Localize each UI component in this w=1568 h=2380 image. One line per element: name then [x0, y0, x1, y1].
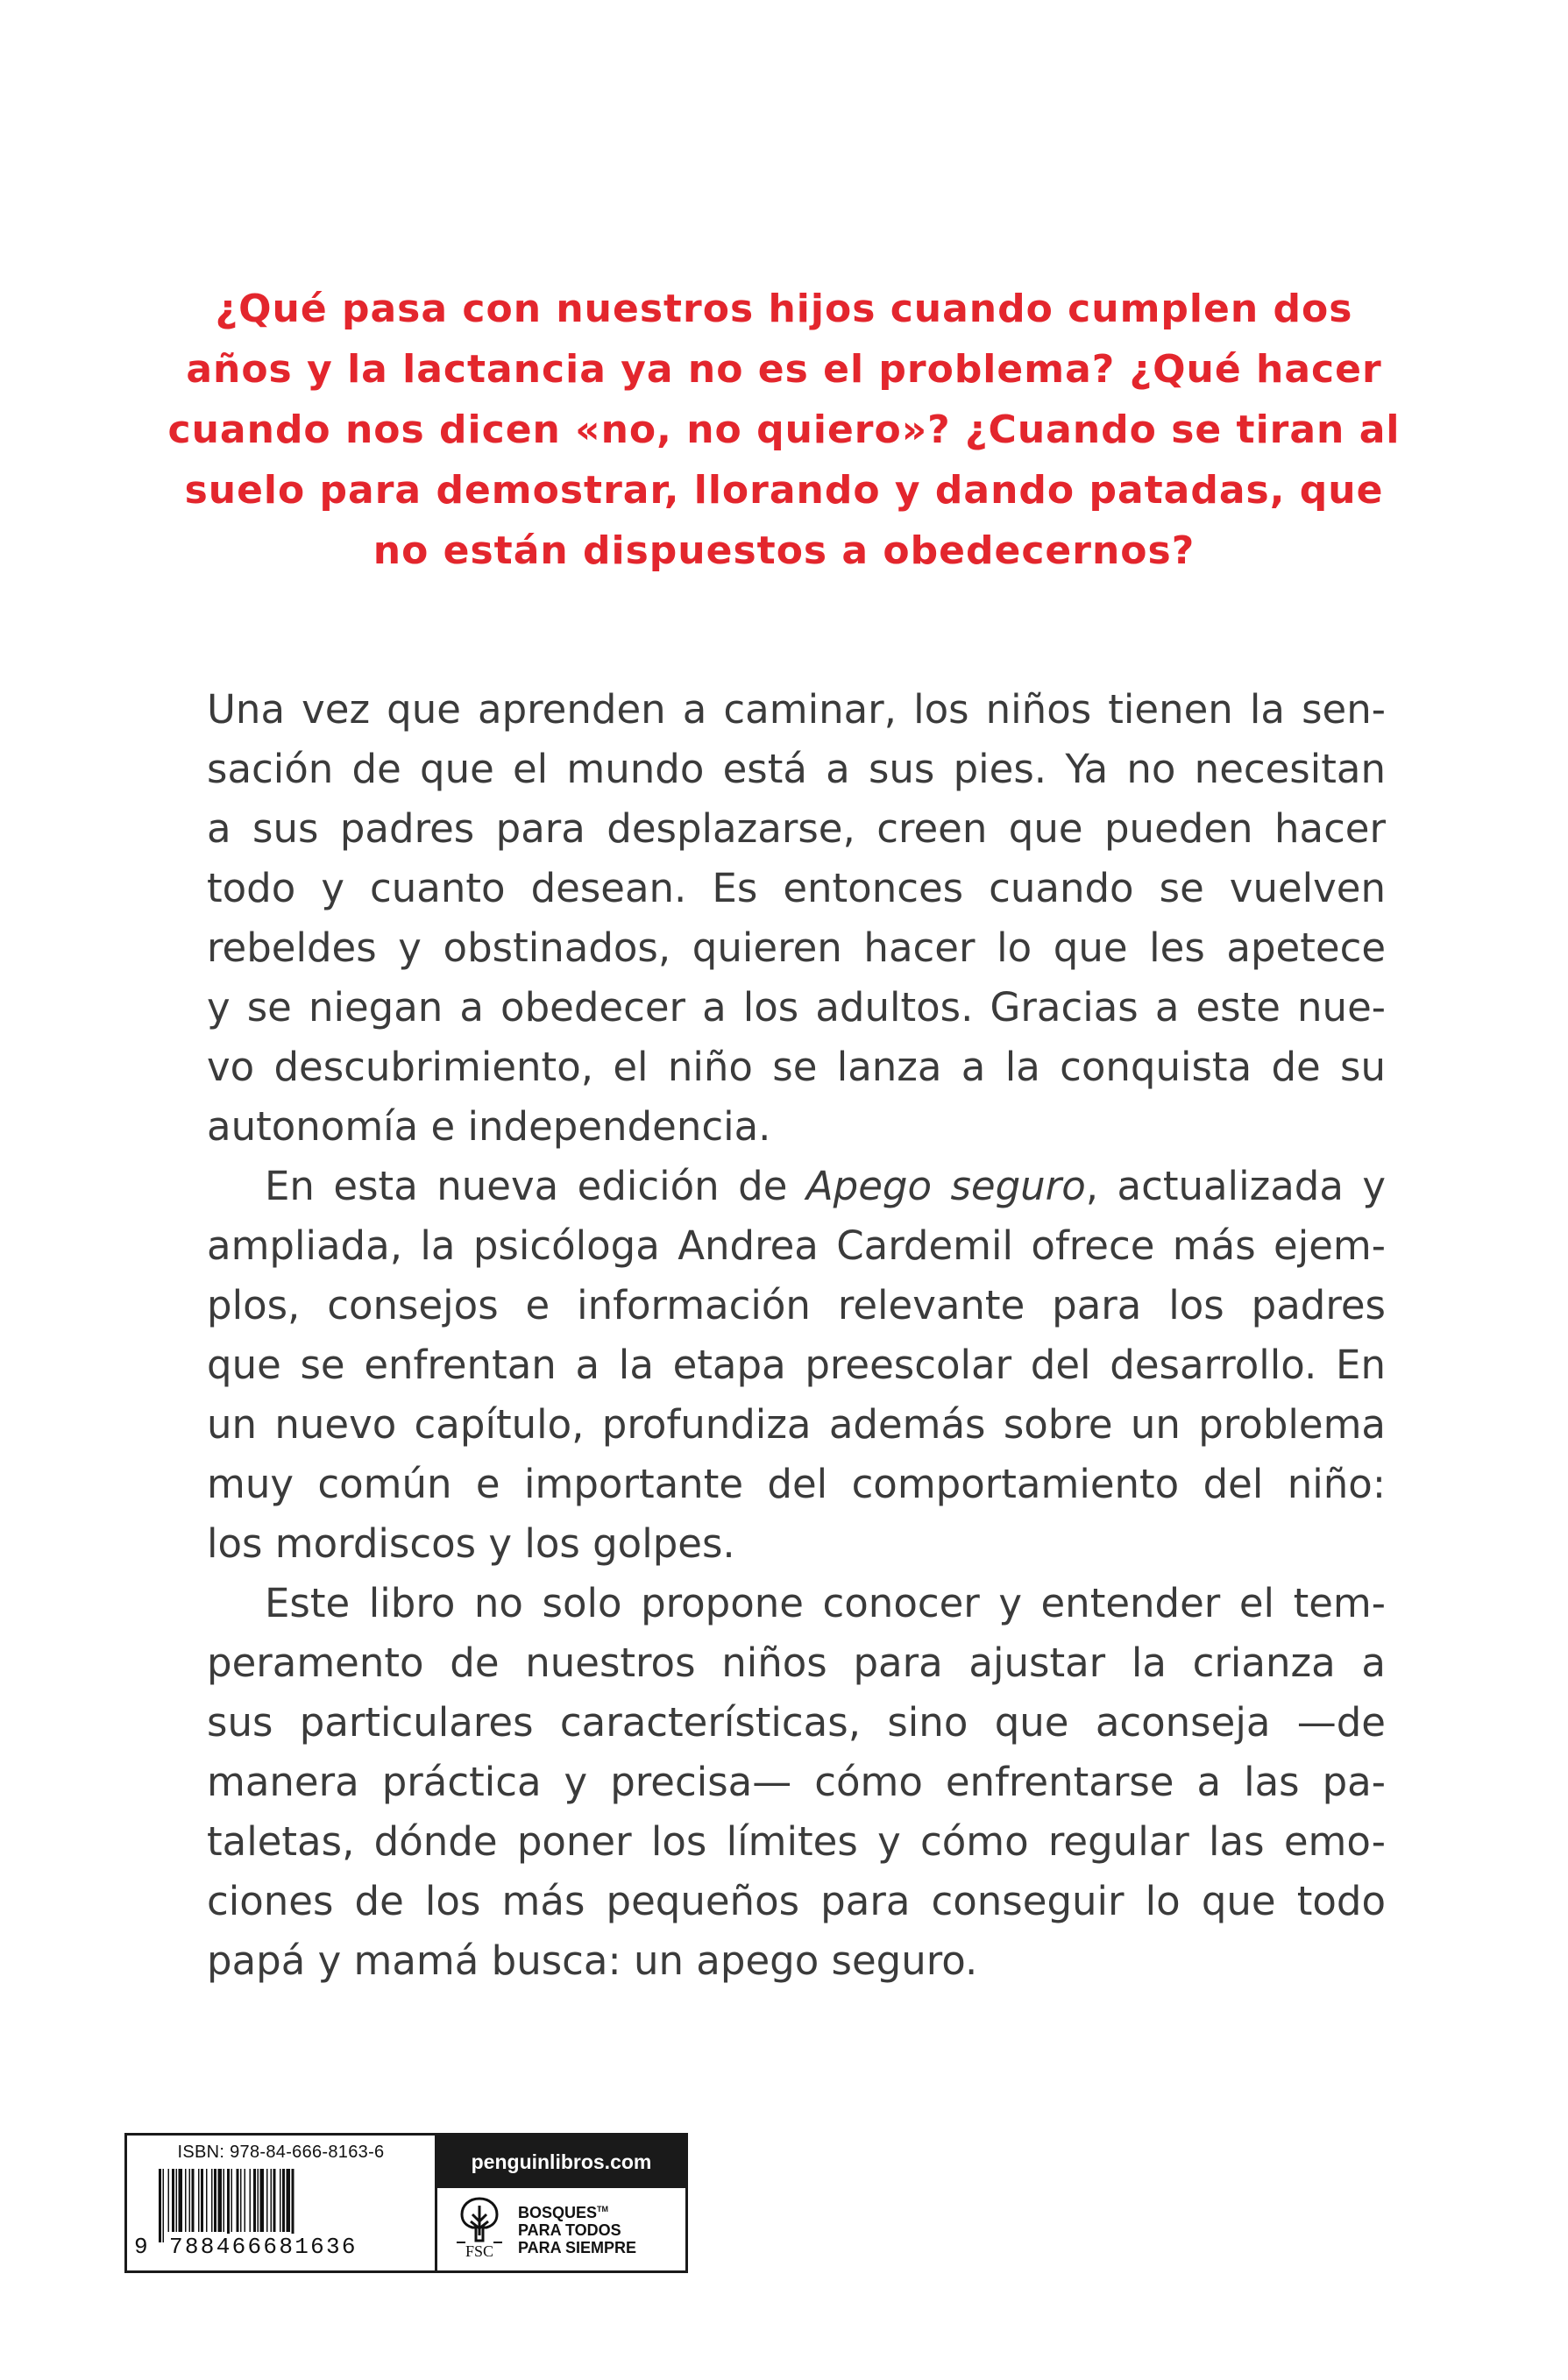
barcode-bar	[189, 2169, 191, 2232]
barcode-first-digit: 9	[134, 2234, 148, 2260]
text-segment: En esta nueva edición de	[265, 1163, 806, 1209]
blurb-line: ¿Qué pasa con nuestros hijos cuando cumplen dos	[215, 287, 1353, 331]
text-line: un nuevo capítulo, profundiza además sobre un problema	[207, 1401, 1386, 1448]
text-segment: , actualizada y	[1085, 1163, 1387, 1209]
barcode-panel	[124, 2133, 688, 2273]
text-line: sus particulares características, sino que aconseja —de	[207, 1699, 1386, 1746]
text-line: muy común e importante del comportamiento del niño:	[207, 1461, 1386, 1507]
paragraph-1	[207, 680, 1386, 1157]
barcode-bar	[206, 2169, 208, 2232]
barcode-bar	[282, 2169, 285, 2232]
isbn-label: ISBN: 978-84-666-8163-6	[177, 2143, 385, 2162]
barcode-bar	[201, 2169, 203, 2232]
barcode-bar	[280, 2169, 281, 2232]
text-line: taletas, dónde poner los límites y cómo regular las emo-	[207, 1818, 1386, 1865]
text-line: vo descubrimiento, el niño se lanza a la conquista de su	[207, 1044, 1386, 1090]
text-line: manera práctica y precisa— cómo enfrentarse a las pa-	[207, 1759, 1386, 1805]
text-line: plos, consejos e información relevante para los padres	[207, 1282, 1386, 1328]
text-line: Este libro no solo propone conocer y entender el tem-	[265, 1580, 1386, 1626]
text-line: todo y cuanto desean. Es entonces cuando se vuelven	[207, 865, 1386, 911]
blurb-line: no están dispuestos a obedecernos?	[372, 528, 1196, 573]
text-line	[207, 1157, 1386, 1216]
text-line: sación de que el mundo está a sus pies. Ya no necesitan	[207, 746, 1386, 792]
barcode-bar	[237, 2169, 239, 2232]
book-title: Apego seguro	[805, 1163, 1086, 1209]
blurb-line: suelo para demostrar, llorando y dando patadas, que	[184, 468, 1384, 513]
barcode-bar	[253, 2169, 256, 2232]
fsc-tree-icon	[455, 2195, 504, 2244]
barcode-bar	[227, 2169, 230, 2242]
blurb-line: años y la lactancia ya no es el problema? ¿Qué hacer	[186, 347, 1382, 392]
barcode-bar	[168, 2169, 170, 2232]
barcode-bar	[266, 2169, 268, 2232]
publisher-panel	[437, 2136, 685, 2270]
fsc-line-text: BOSQUES	[518, 2204, 598, 2221]
text-line: ciones de los más pequeños para conseguir lo que todo	[207, 1878, 1386, 1924]
trademark-mark: TM	[597, 2205, 609, 2214]
barcode-digits: 788466681636	[169, 2234, 415, 2260]
fsc-certification	[437, 2188, 685, 2270]
fsc-label: FSC	[465, 2242, 494, 2260]
synopsis	[207, 680, 1386, 1991]
fsc-line	[518, 2200, 685, 2221]
barcode-bar	[250, 2169, 252, 2232]
text-line: y se niegan a obedecer a los adultos. Gracias a este nue-	[207, 984, 1386, 1031]
text-line: rebeldes y obstinados, quieren hacer lo que les apetece	[207, 924, 1386, 971]
isbn-barcode	[127, 2136, 437, 2270]
blurb-line: cuando nos dicen «no, no quiero»? ¿Cuando se tiran al	[167, 407, 1401, 452]
paragraph-3	[207, 1574, 1386, 1991]
barcode-icon	[157, 2169, 411, 2242]
barcode-bar	[271, 2169, 273, 2232]
text-line: ampliada, la psicóloga Andrea Cardemil ofrece más ejem-	[207, 1222, 1386, 1269]
barcode-bar	[231, 2169, 233, 2232]
paragraph-2	[207, 1157, 1386, 1574]
barcode-bar	[211, 2169, 213, 2232]
text-line: Una vez que aprenden a caminar, los niños tienen la sen-	[207, 686, 1386, 733]
text-line: papá y mamá busca: un apego seguro.	[207, 1937, 978, 1984]
text-line: autonomía e independencia.	[207, 1103, 771, 1150]
publisher-website: penguinlibros.com	[437, 2136, 685, 2188]
barcode-bar	[198, 2169, 200, 2232]
text-line: a sus padres para desplazarse, creen que pueden hacer	[207, 805, 1386, 852]
fsc-line: PARA TODOS	[518, 2221, 621, 2239]
text-line: que se enfrentan a la etapa preescolar del desarrollo. En	[207, 1342, 1386, 1388]
barcode-bar	[218, 2169, 223, 2232]
barcode-bar	[273, 2169, 276, 2232]
barcode-bar	[258, 2169, 259, 2232]
blurb-headline	[131, 279, 1437, 581]
fsc-slogan	[518, 2200, 685, 2256]
barcode-bar	[192, 2169, 195, 2232]
barcode-bar	[287, 2169, 291, 2232]
barcode-bar	[240, 2169, 242, 2232]
barcode-bar	[260, 2169, 265, 2232]
barcode-bar	[223, 2169, 225, 2232]
barcode-bar	[159, 2169, 161, 2242]
text-line: los mordiscos y los golpes.	[207, 1520, 735, 1567]
barcode-bar	[245, 2169, 246, 2232]
barcode-bar	[179, 2169, 183, 2232]
barcode-bar	[214, 2169, 216, 2232]
barcode-bar	[185, 2169, 187, 2232]
barcode-bar	[292, 2169, 294, 2242]
fsc-line: PARA SIEMPRE	[518, 2239, 637, 2256]
text-line: peramento de nuestros niños para ajustar la crianza a	[207, 1640, 1386, 1686]
barcode-bar	[163, 2169, 165, 2242]
barcode-bar	[176, 2169, 178, 2232]
barcode-bar	[172, 2169, 174, 2232]
